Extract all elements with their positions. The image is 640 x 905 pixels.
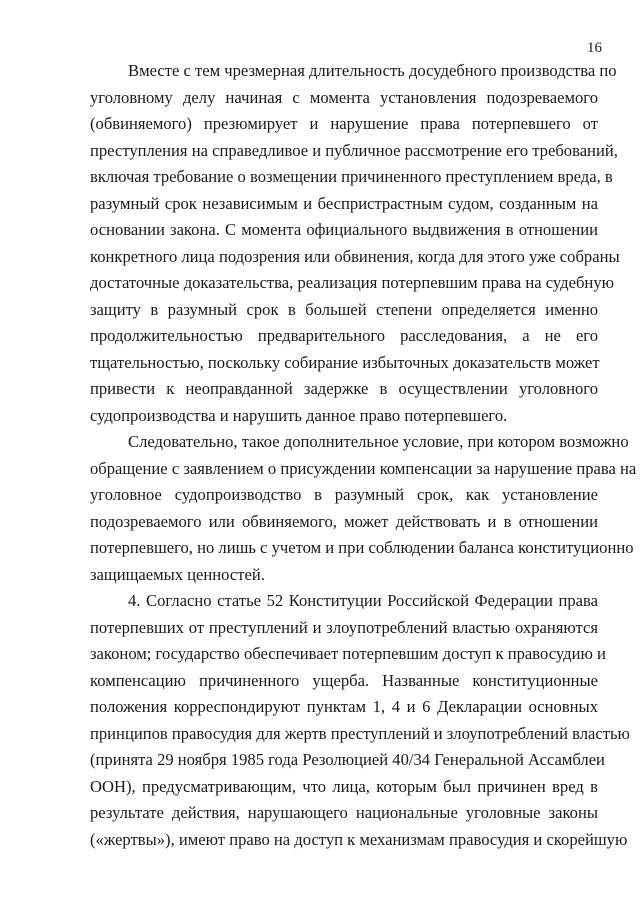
text-line: защиту в разумный срок в большей степени определяется именно bbox=[90, 299, 598, 319]
text-line: потерпевшего, но лишь с учетом и при соблюдении баланса конституционно bbox=[90, 538, 634, 557]
text-line: уголовное судопроизводство в разумный срок, как установление bbox=[90, 485, 598, 504]
text-line: результате действия, нарушающего национальные уголовные законы bbox=[90, 803, 598, 822]
text-line: тщательностью, поскольку собирание избыточных доказательств может bbox=[90, 352, 600, 372]
text-line: принципов правосудия для жертв преступлений и злоупотреблений властью bbox=[90, 723, 630, 743]
text-line: Вместе с тем чрезмерная длительность досудебного производства по bbox=[128, 61, 617, 80]
text-line: уголовному делу начиная с момента установления подозреваемого bbox=[90, 87, 598, 107]
text-line: компенсацию причиненного ущерба. Названные конституционные bbox=[90, 670, 598, 690]
page-number: 16 bbox=[587, 40, 602, 56]
text-line: привести к неоправданной задержке в осуществлении уголовного bbox=[90, 379, 598, 398]
text-line: подозреваемого или обвиняемого, может действовать и в отношении bbox=[90, 511, 598, 531]
text-line: преступления на справедливое и публичное рассмотрение его требований, bbox=[90, 140, 618, 160]
text-line: 4. Согласно статье 52 Конституции Российской Федерации права bbox=[128, 591, 598, 610]
text-line: потерпевших от преступлений и злоупотреблений властью охраняются bbox=[90, 617, 598, 637]
paragraph bbox=[90, 588, 630, 853]
text-line: положения корреспондируют пунктам 1, 4 и 6 Декларации основных bbox=[90, 697, 598, 716]
text-line: («жертвы»), имеют право на доступ к механизмам правосудия и скорейшую bbox=[90, 829, 628, 849]
text-line: основании закона. С момента официального выдвижения в отношении bbox=[90, 220, 598, 239]
text-line: достаточные доказательства, реализация потерпевшим права на судебную bbox=[90, 273, 615, 292]
text-line: Следовательно, такое дополнительное условие, при котором возможно bbox=[128, 432, 629, 451]
text-line: судопроизводства и нарушить данное право потерпевшего. bbox=[90, 405, 508, 425]
text-line: ООН), предусматривающим, что лица, которым был причинен вред в bbox=[90, 776, 598, 796]
text-line: продолжительностью предварительного расследования, а не его bbox=[90, 326, 598, 345]
paragraph bbox=[90, 429, 637, 588]
text-line: разумный срок независимым и беспристрастным судом, созданным на bbox=[90, 193, 598, 213]
text-line: включая требование о возмещении причиненного преступлением вреда, в bbox=[90, 167, 613, 186]
text-line: обращение с заявлением о присуждении компенсации за нарушение права на bbox=[90, 458, 637, 478]
text-line: (принята 29 ноября 1985 года Резолюцией 40/34 Генеральной Ассамблеи bbox=[90, 750, 605, 769]
text-line: (обвиняемого) презюмирует и нарушение права потерпевшего от bbox=[90, 114, 598, 133]
document-body bbox=[90, 58, 637, 853]
paragraph bbox=[90, 58, 620, 429]
text-line: защищаемых ценностей. bbox=[90, 564, 265, 584]
text-line: конкретного лица подозрения или обвинения, когда для этого уже собраны bbox=[90, 246, 620, 266]
text-line: законом; государство обеспечивает потерпевшим доступ к правосудию и bbox=[90, 644, 606, 663]
